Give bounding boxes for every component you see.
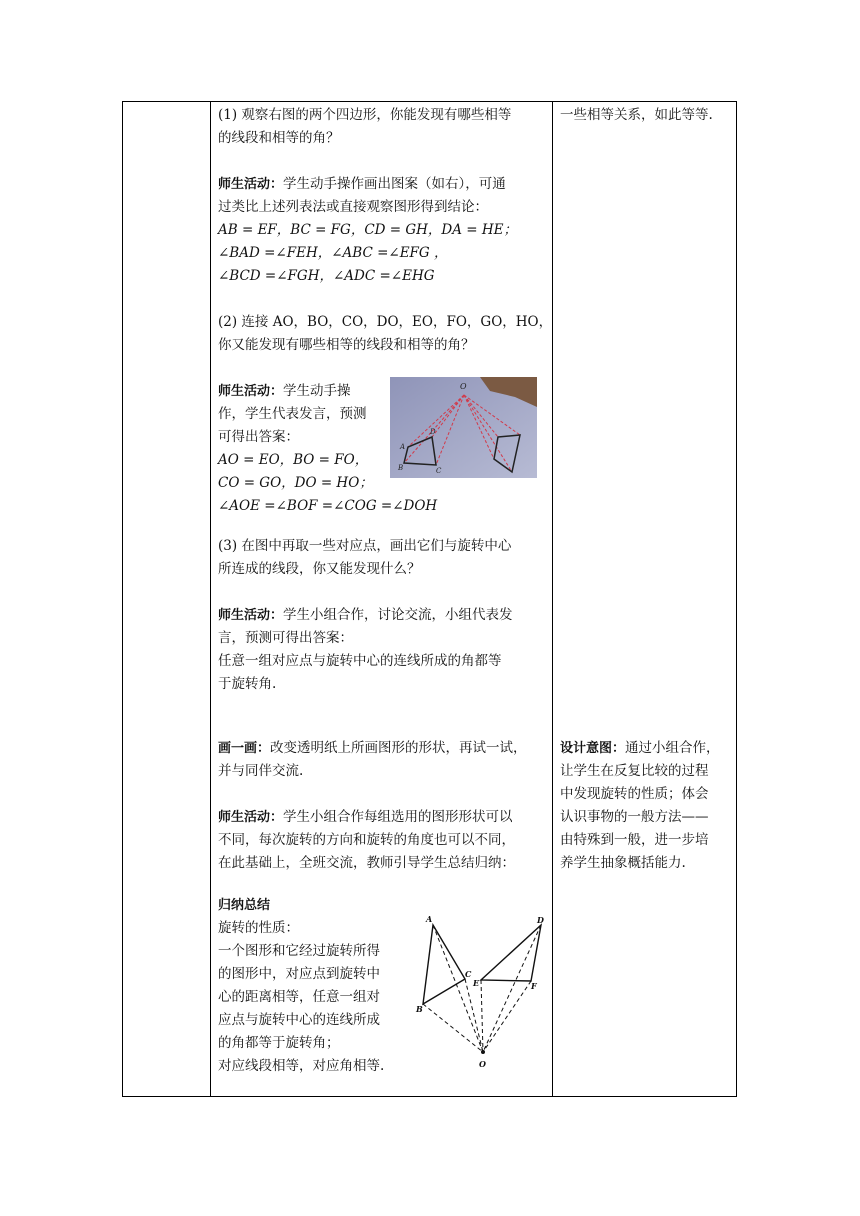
dashed-line-co — [465, 979, 483, 1052]
summary-line-2: 一个图形和它经过旋转所得 — [218, 943, 380, 959]
diagram-label-o: O — [479, 1059, 486, 1069]
summary-line-7: 对应线段相等，对应角相等. — [218, 1058, 385, 1074]
activity-1-line-1: 学生动手操作画出图案（如右），可通 — [283, 176, 506, 192]
diagram-label-c: C — [465, 969, 472, 979]
question-1-line-1: (1) 观察右图的两个四边形，你能发现有哪些相等 — [218, 107, 512, 123]
right-top-line: 一些相等关系，如此等等. — [560, 107, 713, 123]
activity-4-text — [218, 806, 513, 829]
activity-1-line-2: 过类比上述列表法或直接观察图形得到结论： — [218, 199, 488, 215]
triangle-def — [481, 925, 541, 981]
summary-line-4: 心的距离相等，任意一组对 — [218, 989, 380, 1005]
photo-label-o: O — [460, 382, 467, 391]
draw-line-2: 并与同伴交流. — [218, 763, 304, 779]
equation-segments: AB = EF，BC = FG，CD = GH，DA = HE； — [218, 222, 518, 238]
photo-label-c: C — [436, 467, 442, 475]
equation-angles-2: ∠BCD =∠FGH，∠ADC =∠EHG — [218, 268, 435, 284]
rotation-diagram-svg — [413, 911, 551, 1071]
rotation-diagram — [413, 911, 551, 1071]
photo-label-a: A — [400, 443, 406, 451]
rotation-photo-svg — [390, 377, 537, 478]
design-intent-label: 设计意图： — [560, 741, 626, 756]
rotation-photo — [390, 377, 537, 478]
activity-1-text — [218, 173, 506, 196]
equation-distances-1: AO = EO，BO = FO， — [218, 452, 369, 468]
dashed-line-fo — [483, 981, 531, 1052]
draw-line-1: 改变透明纸上所画图形的形状，再试一试， — [270, 740, 527, 756]
activity-label: 师生活动： — [218, 810, 284, 825]
activity-2-text — [218, 380, 351, 403]
diagram-label-e: E — [473, 978, 480, 988]
design-intent-line-6: 养学生抽象概括能力. — [560, 855, 686, 871]
activity-3-line-1: 学生小组合作，讨论交流，小组代表发 — [283, 607, 513, 623]
diagram-label-b: B — [416, 1004, 423, 1014]
equation-rotation-angles: ∠AOE =∠BOF =∠COG =∠DOH — [218, 498, 438, 514]
question-2-line-1: (2) 连接 AO，BO，CO，DO，EO，FO，GO，HO， — [218, 314, 553, 330]
activity-label: 师生活动： — [218, 177, 284, 192]
summary-line-1: 旋转的性质： — [218, 920, 299, 936]
photo-label-d: D — [430, 428, 436, 436]
dashed-line-eo — [481, 980, 483, 1052]
activity-4-line-3: 在此基础上，全班交流，教师引导学生总结归纳： — [218, 855, 515, 871]
activity-3-line-4: 于旋转角. — [218, 676, 277, 692]
activity-3-line-2: 言，预测可得出答案： — [218, 630, 353, 646]
diagram-label-d: D — [537, 915, 544, 925]
activity-label: 师生活动： — [218, 608, 284, 623]
activity-4-line-2: 不同，每次旋转的方向和旋转的角度也可以不同， — [218, 832, 515, 848]
activity-3-line-3: 任意一组对应点与旋转中心的连线所成的角都等 — [218, 653, 502, 669]
dashed-line-ao — [433, 925, 483, 1052]
activity-3-text — [218, 604, 513, 627]
diagram-label-f: F — [531, 981, 537, 991]
dashed-line-bo — [423, 1004, 483, 1052]
design-intent-line-2: 让学生在反复比较的过程 — [560, 763, 709, 779]
draw-activity-text — [218, 737, 527, 760]
activity-2-line-3: 可得出答案： — [218, 429, 299, 445]
column-divider-left — [210, 101, 211, 1097]
summary-title: 归纳总结 — [218, 898, 271, 913]
activity-4-line-1: 学生小组合作每组选用的图形形状可以 — [283, 809, 513, 825]
question-3-line-2: 所连成的线段，你又能发现什么？ — [218, 561, 421, 577]
design-intent-text — [560, 737, 720, 760]
photo-label-b: B — [398, 464, 404, 472]
summary-line-6: 的角都等于旋转角； — [218, 1035, 340, 1051]
activity-label: 师生活动： — [218, 384, 284, 399]
draw-label: 画一画： — [218, 741, 271, 756]
design-intent-line-5: 由特殊到一般，进一步培 — [560, 832, 709, 848]
rotation-center-point — [481, 1050, 485, 1054]
equation-angles-1: ∠BAD =∠FEH，∠ABC =∠EFG ， — [218, 245, 448, 261]
activity-2-line-2: 作，学生代表发言，预测 — [218, 406, 367, 422]
design-intent-line-3: 中发现旋转的性质；体会 — [560, 786, 709, 802]
question-3-line-1: (3) 在图中再取一些对应点，画出它们与旋转中心 — [218, 538, 512, 554]
design-intent-line-1: 通过小组合作， — [625, 740, 720, 756]
question-1-line-2: 的线段和相等的角？ — [218, 130, 340, 146]
activity-2-line-1: 学生动手操 — [283, 383, 351, 399]
triangle-abc — [423, 925, 465, 1004]
design-intent-line-4: 认识事物的一般方法—— — [560, 809, 709, 825]
question-2-line-2: 你又能发现有哪些相等的线段和相等的角？ — [218, 337, 475, 353]
equation-distances-2: CO = GO，DO = HO； — [218, 475, 373, 491]
summary-line-3: 的图形中，对应点到旋转中 — [218, 966, 380, 982]
summary-line-5: 应点与旋转中心的连线所成 — [218, 1012, 380, 1028]
diagram-label-a: A — [426, 914, 433, 924]
column-divider-right — [552, 101, 553, 1097]
